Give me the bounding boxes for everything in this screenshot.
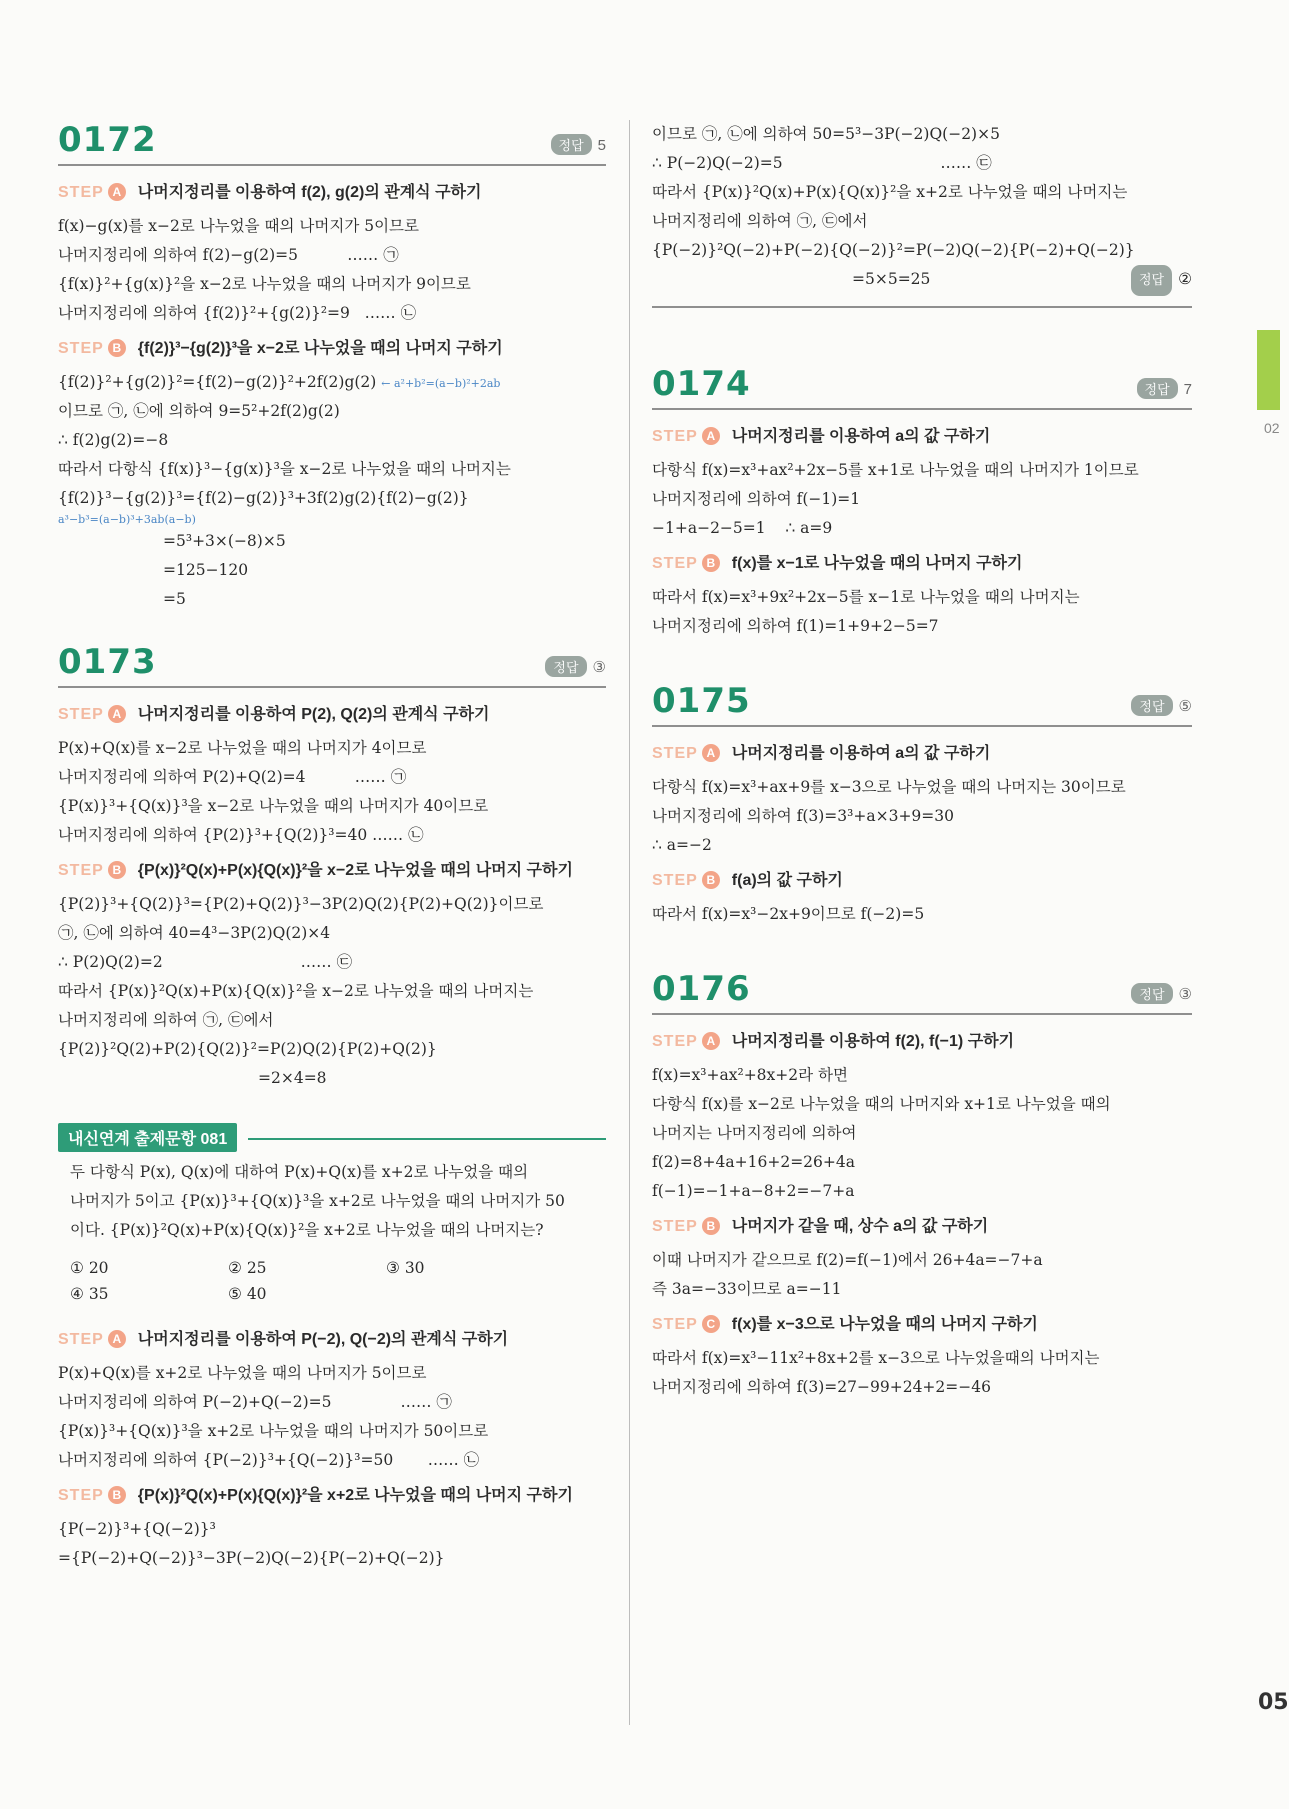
text-line: ∴ a=−2 — [652, 836, 712, 854]
answer-value: ③ — [592, 659, 606, 676]
problem-0173 — [58, 642, 606, 1093]
answer-value: ③ — [1178, 986, 1192, 1003]
question-line: 나머지가 5이고 {P(x)}³+{Q(x)}³을 x+2로 나누었을 때의 나머지가 50 — [70, 1192, 565, 1210]
step-tag: STEP — [652, 1033, 698, 1050]
column-divider — [629, 120, 630, 1725]
calc-line: =125−120 — [163, 561, 249, 579]
text-line: {f(2)}³−{g(2)}³={f(2)−g(2)}³+3f(2)g(2){f(2)−g(2)} — [58, 489, 469, 507]
choice: ① 20 — [70, 1259, 109, 1277]
step-tag: STEP — [58, 706, 104, 723]
problem-number: 0172 — [58, 120, 157, 160]
box-header: 내신연계 출제문항 081 — [58, 1123, 237, 1152]
text-line: {P(x)}³+{Q(x)}³을 x−2로 나누었을 때의 나머지가 40이므로 — [58, 797, 489, 815]
text-line: f(x)=x³+ax²+8x+2라 하면 — [652, 1066, 848, 1084]
answer — [545, 656, 606, 677]
text-line: 나머지정리에 의하여 {f(2)}²+{g(2)}²=9 …… ㉡ — [58, 304, 417, 322]
answer-badge: 정답 — [1131, 983, 1172, 1004]
step-b — [652, 1214, 1192, 1240]
step-a — [58, 180, 606, 206]
text-line: −1+a−2−5=1 ∴ a=9 — [652, 519, 833, 537]
answer-badge: 정답 — [1137, 378, 1178, 399]
text-line: {P(−2)}³+{Q(−2)}³ — [58, 1520, 216, 1538]
step-title: 나머지정리를 이용하여 f(2), f(−1) 구하기 — [731, 1033, 1015, 1050]
text-line: ㉠, ㉡에 의하여 40=4³−3P(2)Q(2)×4 — [58, 924, 331, 942]
question-line: 이다. {P(x)}²Q(x)+P(x){Q(x)}²을 x+2로 나누었을 때의 나머지는? — [70, 1221, 544, 1239]
step-b — [58, 336, 606, 362]
problem-0176 — [652, 969, 1192, 1402]
step-tag: STEP — [652, 1218, 698, 1235]
step-title: 나머지정리를 이용하여 a의 값 구하기 — [731, 745, 991, 762]
text-line: 따라서 f(x)=x³−11x²+8x+2를 x−3으로 나누었을때의 나머지는 — [652, 1349, 1100, 1367]
question — [58, 1154, 606, 1249]
step-tag: STEP — [58, 862, 104, 879]
text-line: ∴ f(2)g(2)=−8 — [58, 431, 169, 449]
text-line: 따라서 {P(x)}²Q(x)+P(x){Q(x)}²을 x+2로 나누었을 때의 나머지는 — [652, 183, 1128, 201]
step-a — [652, 424, 1192, 450]
text-line: ={P(−2)+Q(−2)}³−3P(−2)Q(−2){P(−2)+Q(−2)} — [58, 1549, 445, 1567]
step-title: 나머지정리를 이용하여 P(2), Q(2)의 관계식 구하기 — [137, 706, 490, 723]
step-tag: STEP — [652, 745, 698, 762]
step-title: 나머지정리를 이용하여 f(2), g(2)의 관계식 구하기 — [137, 184, 482, 201]
step-tag: STEP — [652, 428, 698, 445]
title-rule — [652, 725, 1192, 727]
text-line: 나머지정리에 의하여 f(−1)=1 — [652, 490, 861, 508]
step-title: f(a)의 값 구하기 — [731, 872, 843, 889]
box-rule — [248, 1138, 606, 1140]
step-a — [58, 1327, 606, 1353]
step-tag: STEP — [58, 1487, 104, 1504]
question-line: 두 다항식 P(x), Q(x)에 대하여 P(x)+Q(x)를 x+2로 나누었을 때의 — [70, 1163, 529, 1181]
text-line: {P(2)}²Q(2)+P(2){Q(2)}²=P(2)Q(2){P(2)+Q(2)} — [58, 1040, 437, 1058]
answer — [551, 134, 606, 155]
text-line: P(x)+Q(x)를 x−2로 나누었을 때의 나머지가 4이므로 — [58, 739, 427, 757]
text-line: 나머지정리에 의하여 f(2)−g(2)=5 …… ㉠ — [58, 246, 399, 264]
step-letter: B — [702, 554, 720, 572]
step-letter: A — [702, 1032, 720, 1050]
step-tag: STEP — [652, 555, 698, 572]
right-column — [652, 120, 1192, 1402]
title-rule — [58, 686, 606, 688]
text-line: 나머지정리에 의하여 P(−2)+Q(−2)=5 …… ㉠ — [58, 1393, 452, 1411]
left-column — [58, 120, 606, 1573]
answer — [1131, 695, 1192, 716]
step-tag: STEP — [58, 1331, 104, 1348]
step-letter: B — [108, 861, 126, 879]
step-tag: STEP — [58, 184, 104, 201]
calc-line: =5³+3×(−8)×5 — [163, 532, 286, 550]
formula: {f(2)}²+{g(2)}²={f(2)−g(2)}²+2f(2)g(2) — [58, 373, 377, 391]
text-line: 따라서 f(x)=x³−2x+9이므로 f(−2)=5 — [652, 905, 925, 923]
text-line: 즉 3a=−33이므로 a=−11 — [652, 1280, 842, 1298]
text-line: 다항식 f(x)=x³+ax²+2x−5를 x+1로 나누었을 때의 나머지가 1이므로 — [652, 461, 1139, 479]
step-title: {P(x)}²Q(x)+P(x){Q(x)}²을 x+2로 나누었을 때의 나머지 구하기 — [137, 1487, 573, 1504]
step-letter: B — [702, 871, 720, 889]
step-letter: B — [108, 339, 126, 357]
step-letter: B — [702, 1217, 720, 1235]
text-line: ∴ P(−2)Q(−2)=5 …… ㉢ — [652, 154, 992, 172]
text-line: 따라서 {P(x)}²Q(x)+P(x){Q(x)}²을 x−2로 나누었을 때의 나머지는 — [58, 982, 534, 1000]
answer-value: ⑤ — [1178, 698, 1192, 715]
choice: ⑤ 40 — [228, 1285, 267, 1303]
answer-value: 5 — [597, 137, 606, 154]
text-line: f(2)=8+4a+16+2=26+4a — [652, 1153, 855, 1171]
step-tag: STEP — [652, 1316, 698, 1333]
step-b — [58, 1483, 606, 1509]
text-line: 따라서 다항식 {f(x)}³−{g(x)}³을 x−2로 나누었을 때의 나머지는 — [58, 460, 511, 478]
step-title: {f(2)}³−{g(2)}³을 x−2로 나누었을 때의 나머지 구하기 — [137, 340, 503, 357]
title-rule — [652, 408, 1192, 410]
problem-number: 0173 — [58, 642, 157, 682]
step-a — [652, 741, 1192, 767]
text-line: 나머지정리에 의하여 {P(2)}³+{Q(2)}³=40 …… ㉡ — [58, 826, 424, 844]
step-b — [652, 551, 1192, 577]
chapter-tab-label: 02 — [1264, 420, 1280, 436]
box-solution-continued — [652, 120, 1192, 308]
step-letter: A — [702, 427, 720, 445]
step-a — [652, 1029, 1192, 1055]
step-tag: STEP — [652, 872, 698, 889]
text-line: 나머지는 나머지정리에 의하여 — [652, 1124, 857, 1142]
text-line: 나머지정리에 의하여 {P(−2)}³+{Q(−2)}³=50 …… ㉡ — [58, 1451, 480, 1469]
text-line: 이므로 ㉠, ㉡에 의하여 50=5³−3P(−2)Q(−2)×5 — [652, 125, 1000, 143]
text-line: {P(2)}³+{Q(2)}³={P(2)+Q(2)}³−3P(2)Q(2){P(2)+Q(2)}이므로 — [58, 895, 544, 913]
text-line: {P(x)}³+{Q(x)}³을 x+2로 나누었을 때의 나머지가 50이므로 — [58, 1422, 489, 1440]
text-line: 이므로 ㉠, ㉡에 의하여 9=5²+2f(2)g(2) — [58, 402, 340, 420]
answer — [1131, 983, 1192, 1004]
text-line: {P(−2)}²Q(−2)+P(−2){Q(−2)}²=P(−2)Q(−2){P(−2)+Q(−2)} — [652, 241, 1135, 259]
step-title: 나머지가 같을 때, 상수 a의 값 구하기 — [731, 1218, 989, 1235]
text-line: ∴ P(2)Q(2)=2 …… ㉢ — [58, 953, 353, 971]
answer-badge: 정답 — [1131, 265, 1172, 296]
margin-note: ← a²+b²=(a−b)²+2ab — [381, 377, 501, 390]
text-line: {f(x)}²+{g(x)}²을 x−2로 나누었을 때의 나머지가 9이므로 — [58, 275, 471, 293]
text-line: 나머지정리에 의하여 f(3)=3³+a×3+9=30 — [652, 807, 955, 825]
step-letter: A — [108, 1330, 126, 1348]
step-letter: B — [108, 1486, 126, 1504]
calc-line: =5 — [163, 590, 186, 608]
choices — [58, 1249, 606, 1313]
related-problem-box — [58, 1123, 606, 1573]
margin-note: a³−b³=(a−b)³+3ab(a−b) — [58, 513, 196, 526]
choice: ④ 35 — [70, 1285, 109, 1303]
step-letter: A — [702, 744, 720, 762]
calc-line — [652, 265, 1192, 294]
text-line: P(x)+Q(x)를 x+2로 나누었을 때의 나머지가 5이므로 — [58, 1364, 427, 1382]
step-title: f(x)를 x−3으로 나누었을 때의 나머지 구하기 — [731, 1316, 1038, 1333]
answer-badge: 정답 — [545, 656, 586, 677]
text-line: 나머지정리에 의하여 ㉠, ㉢에서 — [652, 212, 868, 230]
answer — [1131, 265, 1192, 296]
step-letter: C — [702, 1315, 720, 1333]
text-line: 이때 나머지가 같으므로 f(2)=f(−1)에서 26+4a=−7+a — [652, 1251, 1043, 1269]
answer-badge: 정답 — [551, 134, 592, 155]
calc-value: =5×5=25 — [852, 270, 931, 288]
problem-number: 0176 — [652, 969, 751, 1009]
answer — [1137, 378, 1192, 399]
step-a — [58, 702, 606, 728]
step-title: {P(x)}²Q(x)+P(x){Q(x)}²을 x−2로 나누었을 때의 나머지 구하기 — [137, 862, 573, 879]
text-line: 나머지정리에 의하여 f(3)=27−99+24+2=−46 — [652, 1378, 991, 1396]
problem-number: 0175 — [652, 681, 751, 721]
step-tag: STEP — [58, 340, 104, 357]
step-title: 나머지정리를 이용하여 P(−2), Q(−2)의 관계식 구하기 — [137, 1331, 509, 1348]
text-line: 다항식 f(x)=x³+ax+9를 x−3으로 나누었을 때의 나머지는 30이므로 — [652, 778, 1126, 796]
problem-number: 0174 — [652, 364, 751, 404]
step-letter: A — [108, 705, 126, 723]
text-line — [58, 368, 606, 397]
section-end-rule — [652, 306, 1192, 308]
problem-0175 — [652, 681, 1192, 929]
text-line: f(x)−g(x)를 x−2로 나누었을 때의 나머지가 5이므로 — [58, 217, 420, 235]
answer-badge: 정답 — [1131, 695, 1172, 716]
step-title: f(x)를 x−1로 나누었을 때의 나머지 구하기 — [731, 555, 1023, 572]
text-line: 따라서 f(x)=x³+9x²+2x−5를 x−1로 나누었을 때의 나머지는 — [652, 588, 1080, 606]
choice: ③ 30 — [386, 1259, 425, 1277]
calc-line: =2×4=8 — [258, 1069, 327, 1087]
step-title: 나머지정리를 이용하여 a의 값 구하기 — [731, 428, 991, 445]
choice: ② 25 — [228, 1259, 267, 1277]
text-line: 나머지정리에 의하여 f(1)=1+9+2−5=7 — [652, 617, 939, 635]
problem-0172 — [58, 120, 606, 614]
step-b — [58, 858, 606, 884]
answer-value: 7 — [1183, 381, 1192, 398]
text-line: 나머지정리에 의하여 ㉠, ㉢에서 — [58, 1011, 274, 1029]
page-number: 05 — [1258, 1690, 1289, 1715]
problem-0174 — [652, 364, 1192, 641]
title-rule — [58, 164, 606, 166]
step-c — [652, 1312, 1192, 1338]
chapter-tab — [1257, 330, 1280, 410]
text-line: f(−1)=−1+a−8+2=−7+a — [652, 1182, 855, 1200]
step-letter: A — [108, 183, 126, 201]
title-rule — [652, 1013, 1192, 1015]
text-line: 다항식 f(x)를 x−2로 나누었을 때의 나머지와 x+1로 나누었을 때의 — [652, 1095, 1111, 1113]
text-line: 나머지정리에 의하여 P(2)+Q(2)=4 …… ㉠ — [58, 768, 407, 786]
step-b — [652, 868, 1192, 894]
answer-value: ② — [1178, 270, 1192, 288]
